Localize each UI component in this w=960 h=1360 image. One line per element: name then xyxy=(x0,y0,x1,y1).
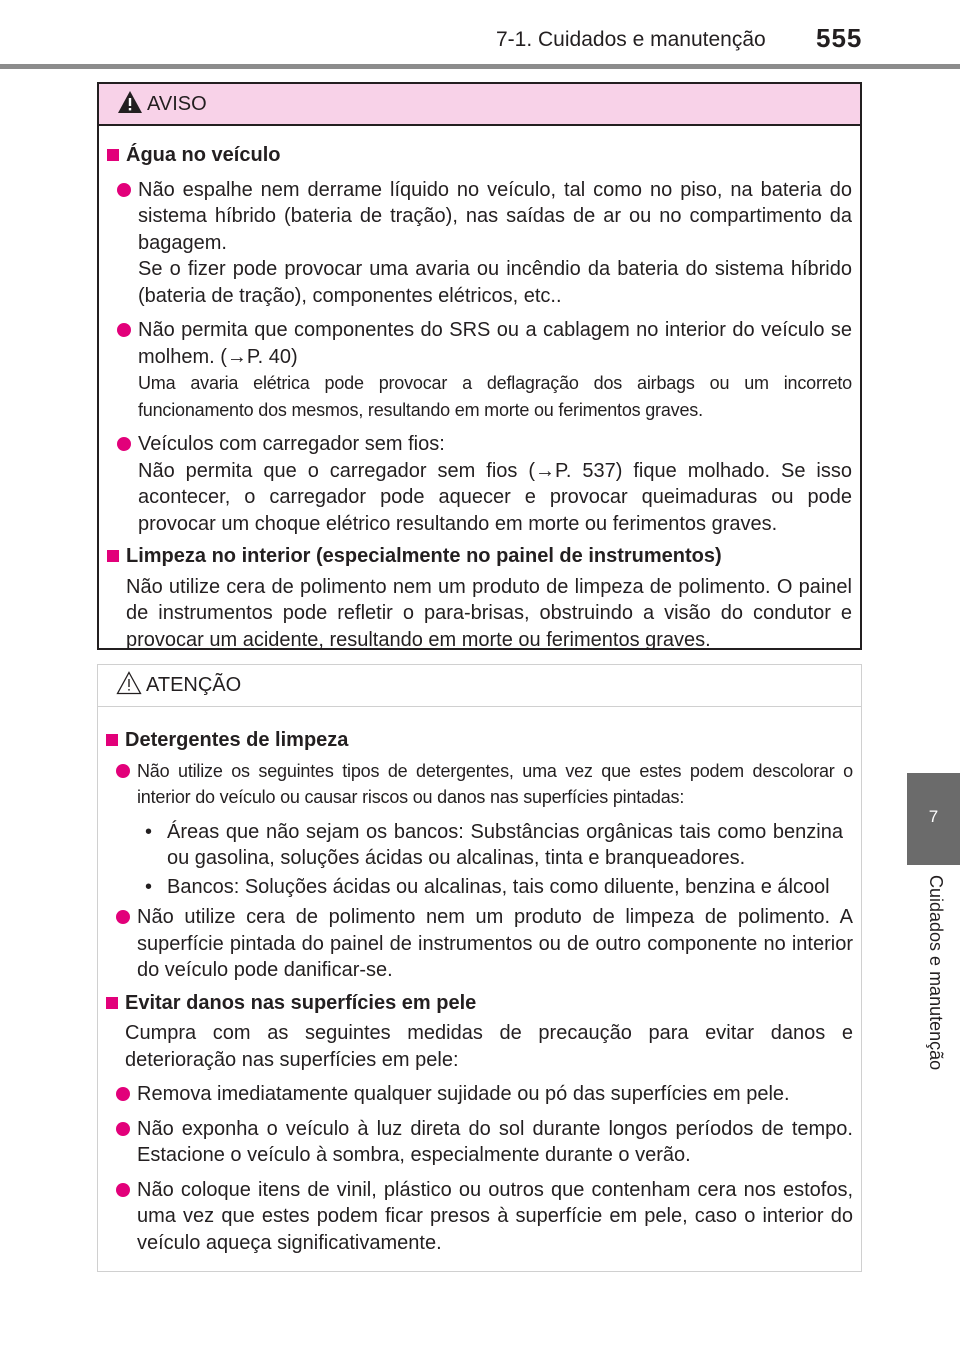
caution-triangle-icon xyxy=(116,671,142,695)
notice-title: ATENÇÃO xyxy=(146,674,242,696)
chapter-number: 7 xyxy=(928,807,939,826)
circle-bullet-icon xyxy=(116,1122,130,1136)
list-item: Não espalhe nem derrame líquido no veículo, tal como no piso, na bateria do sistema híbrido (bateria de tração), nas saídas de ar ou no compartimento da bagagem. Se o fizer pode provocar uma avaria ou incêndio da bateria do sistema híbrido (bateria de tração), componentes elétricos, etc.. xyxy=(107,177,852,310)
square-bullet-icon xyxy=(107,149,119,161)
section-heading: Evitar danos nas superfícies em pele xyxy=(106,990,853,1017)
list-item: Remova imediatamente qualquer sujidade ou pó das superfícies em pele. xyxy=(106,1081,853,1108)
section-heading: Detergentes de limpeza xyxy=(106,727,853,754)
circle-bullet-icon xyxy=(116,910,130,924)
paragraph: Não utilize cera de polimento nem um produto de limpeza de polimento. O painel de instrumentos pode refletir o para-brisas, obstruindo a visão do condutor e provocar um acidente, resultando em morte ou ferimentos graves. xyxy=(126,575,852,651)
paragraph: Cumpra com as seguintes medidas de precaução para evitar danos e deterioração nas superfícies em pele: xyxy=(125,1022,853,1071)
circle-bullet-icon xyxy=(116,1087,130,1101)
circle-bullet-icon xyxy=(116,1183,130,1197)
notice-header xyxy=(98,665,861,707)
chapter-tab xyxy=(907,773,960,865)
header-rule xyxy=(0,64,960,69)
notice-box xyxy=(97,664,862,1272)
circle-bullet-icon xyxy=(117,183,131,197)
circle-bullet-icon xyxy=(117,437,131,451)
bullet-item: • Bancos: Soluções ácidas ou alcalinas, tais como diluente, benzina e álcool xyxy=(145,875,830,898)
bullet-item: • Áreas que não sejam os bancos: Substâncias orgânicas tais como benzina ou gasolina, soluções ácidas ou alcalinas, tinta e branqueadores. xyxy=(145,820,843,869)
chapter-label: Cuidados e manutenção xyxy=(925,875,946,1071)
warning-title: AVISO xyxy=(147,93,207,115)
warning-triangle-icon xyxy=(117,90,143,114)
section-heading: Limpeza no interior (especialmente no painel de instrumentos) xyxy=(107,543,852,570)
section-title: 7-1. Cuidados e manutenção xyxy=(496,28,766,51)
list-item: Não utilize cera de polimento nem um produto de limpeza de polimento. A superfície pintada do painel de instrumentos ou de outro componente no interior do veículo pode danificar-se. xyxy=(106,904,853,984)
square-bullet-icon xyxy=(107,550,119,562)
warning-box xyxy=(97,82,862,650)
circle-bullet-icon xyxy=(117,323,131,337)
section-heading: Água no veículo xyxy=(107,142,852,169)
square-bullet-icon xyxy=(106,734,118,746)
list-item: Não coloque itens de vinil, plástico ou outros que contenham cera nos estofos, uma vez que estes podem ficar presos à superfície em pele, caso o interior do veículo aqueça significativamente. xyxy=(106,1177,853,1257)
square-bullet-icon xyxy=(106,997,118,1009)
page-number: 555 xyxy=(816,23,863,53)
chapter-label-area xyxy=(907,865,960,1105)
list-item: Não exponha o veículo à luz direta do sol durante longos períodos de tempo. Estacione o veículo à sombra, especialmente durante o verão. xyxy=(106,1116,853,1169)
list-item: Veículos com carregador sem fios: Não permita que o carregador sem fios (→P. 537) fique molhado. Se isso acontecer, o carregador pode aquecer e provocar queimaduras ou pode provocar um choque elétrico resultando em morte ou ferimentos graves. xyxy=(107,431,852,537)
circle-bullet-icon xyxy=(116,764,130,778)
list-item: Não permita que componentes do SRS ou a cablagem no interior do veículo se molhem. (→P. 40) Uma avaria elétrica pode provocar a deflagração dos airbags ou um incorreto funcionamento dos mesmos, resultando em morte ou ferimentos graves. xyxy=(107,317,852,423)
list-item: Não utilize os seguintes tipos de detergentes, uma vez que estes podem descolorar o interior do veículo ou causar riscos ou danos nas superfícies pintadas: xyxy=(106,758,853,811)
warning-header xyxy=(99,84,860,126)
